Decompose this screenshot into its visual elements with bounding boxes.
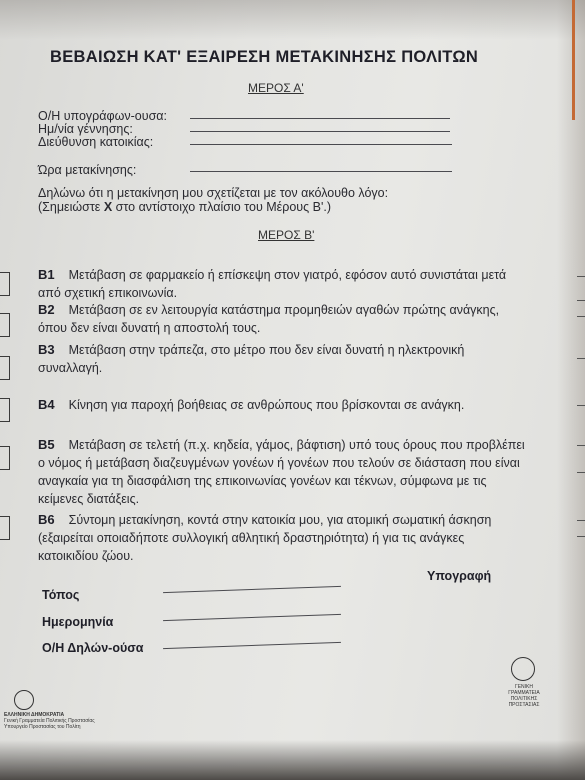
field-birthdate-line[interactable] [190, 131, 450, 132]
edge-mark [577, 300, 585, 301]
folder-edge [572, 0, 575, 120]
edge-mark [577, 276, 585, 277]
option-b6 [38, 511, 528, 565]
edge-mark [577, 358, 585, 359]
edge-mark [577, 405, 585, 406]
top-shadow [0, 0, 585, 40]
option-b5-code: Β5 [38, 437, 55, 452]
declarant-line[interactable] [163, 642, 341, 649]
date-label: Ημερομηνία [42, 615, 114, 629]
field-time-label: Ώρα μετακίνησης: [38, 163, 137, 177]
option-b4 [38, 396, 528, 414]
document-title: ΒΕΒΑΙΩΣΗ ΚΑΤ' ΕΞΑΙΡΕΣΗ ΜΕΤΑΚΙΝΗΣΗΣ ΠΟΛΙΤΩΝ [50, 48, 479, 66]
footer-left-line-1: ΕΛΛΗΝΙΚΗ ΔΗΜΟΚΡΑΤΙΑ [4, 712, 65, 718]
option-b6-text: Σύντομη μετακίνηση, κοντά στην κατοικία μου, για ατομική σωματική άσκηση (εξαιρείται οποιαδήποτε συλλογική αθλητική δραστηριότητα) ή για τις ανάγκες κατοικιδίου ζώου. [38, 513, 492, 563]
declaration-note-post: στο αντίστοιχο πλαίσιο του Μέρους Β'.) [112, 200, 331, 214]
option-b2-text: Μετάβαση σε εν λειτουργία κατάστημα προμηθειών αγαθών πρώτης ανάγκης, όπου δεν είναι δυνατή η αποστολή τους. [38, 303, 500, 335]
edge-mark [577, 316, 585, 317]
option-b1-code: Β1 [38, 267, 55, 282]
option-b1-text: Μετάβαση σε φαρμακείο ή επίσκεψη στον γιατρό, εφόσον αυτό συνιστάται μετά από σχετική επικοινωνία. [38, 268, 507, 300]
field-time-line[interactable] [190, 171, 452, 172]
checkbox-b2[interactable] [0, 313, 10, 337]
option-b2-code: Β2 [38, 302, 55, 317]
edge-mark [577, 472, 585, 473]
place-line[interactable] [163, 586, 341, 593]
declaration-note [38, 200, 331, 214]
footer-right-text: ΓΕΝΙΚΗ ΓΡΑΜΜΑΤΕΙΑ ΠΟΛΙΤΙΚΗΣ ΠΡΟΣΤΑΣΙΑΣ [508, 684, 540, 708]
page-edge-shadow [557, 0, 585, 780]
footer-left-line-2: Γενική Γραμματεία Πολιτικής Προστασίας [4, 718, 95, 724]
edge-mark [577, 445, 585, 446]
field-address-line[interactable] [190, 144, 452, 145]
option-b3-code: Β3 [38, 342, 55, 357]
greek-republic-emblem-icon [14, 690, 34, 710]
checkbox-b4[interactable] [0, 398, 10, 422]
part-b-heading: ΜΕΡΟΣ Β' [258, 228, 315, 242]
field-signer-label: Ο/Η υπογράφων-ουσα: [38, 109, 167, 123]
edge-mark [577, 536, 585, 537]
footer-left-line-3: Υπουργείο Προστασίας του Πολίτη [4, 724, 81, 730]
checkbox-b1[interactable] [0, 272, 10, 296]
civil-protection-emblem-icon [511, 657, 535, 681]
declarant-label: Ο/Η Δηλών-ούσα [42, 641, 144, 655]
option-b5 [38, 436, 528, 508]
signature-label: Υπογραφή [427, 569, 492, 583]
declaration-text: Δηλώνω ότι η μετακίνηση μου σχετίζεται με τον ακόλουθο λόγο: [38, 186, 389, 200]
bottom-shadow [0, 740, 585, 780]
place-label: Τόπος [42, 588, 80, 602]
field-birthdate-label: Ημ/νία γέννησης: [38, 122, 133, 136]
checkbox-b5[interactable] [0, 446, 10, 470]
option-b1 [38, 266, 528, 302]
date-line[interactable] [163, 614, 341, 621]
edge-mark [577, 520, 585, 521]
field-address-label: Διεύθυνση κατοικίας: [38, 135, 154, 149]
declaration-note-pre: (Σημειώστε [38, 200, 104, 214]
option-b5-text: Μετάβαση σε τελετή (π.χ. κηδεία, γάμος, βάφτιση) υπό τους όρους που προβλέπει ο νόμος ή μετάβαση διαζευγμένων γονέων ή γονέων που τελούν σε διάσταση που είναι αναγκαία για τη διασφάλιση της επικοινωνίας γονέων και τέκνων, σύμφωνα με τις κείμενες διατάξεις. [38, 438, 525, 506]
declaration-note-x: Χ [103, 200, 113, 214]
checkbox-b6[interactable] [0, 516, 10, 540]
option-b6-code: Β6 [38, 512, 55, 527]
field-signer-line[interactable] [190, 118, 450, 119]
option-b4-code: Β4 [38, 397, 55, 412]
option-b2 [38, 301, 528, 337]
checkbox-b3[interactable] [0, 356, 10, 380]
option-b3-text: Μετάβαση στην τράπεζα, στο μέτρο που δεν είναι δυνατή η ηλεκτρονική συναλλαγή. [38, 343, 465, 375]
part-a-heading: ΜΕΡΟΣ Α' [248, 81, 304, 95]
option-b3 [38, 341, 528, 377]
option-b4-text: Κίνηση για παροχή βοήθειας σε ανθρώπους που βρίσκονται σε ανάγκη. [68, 398, 465, 412]
